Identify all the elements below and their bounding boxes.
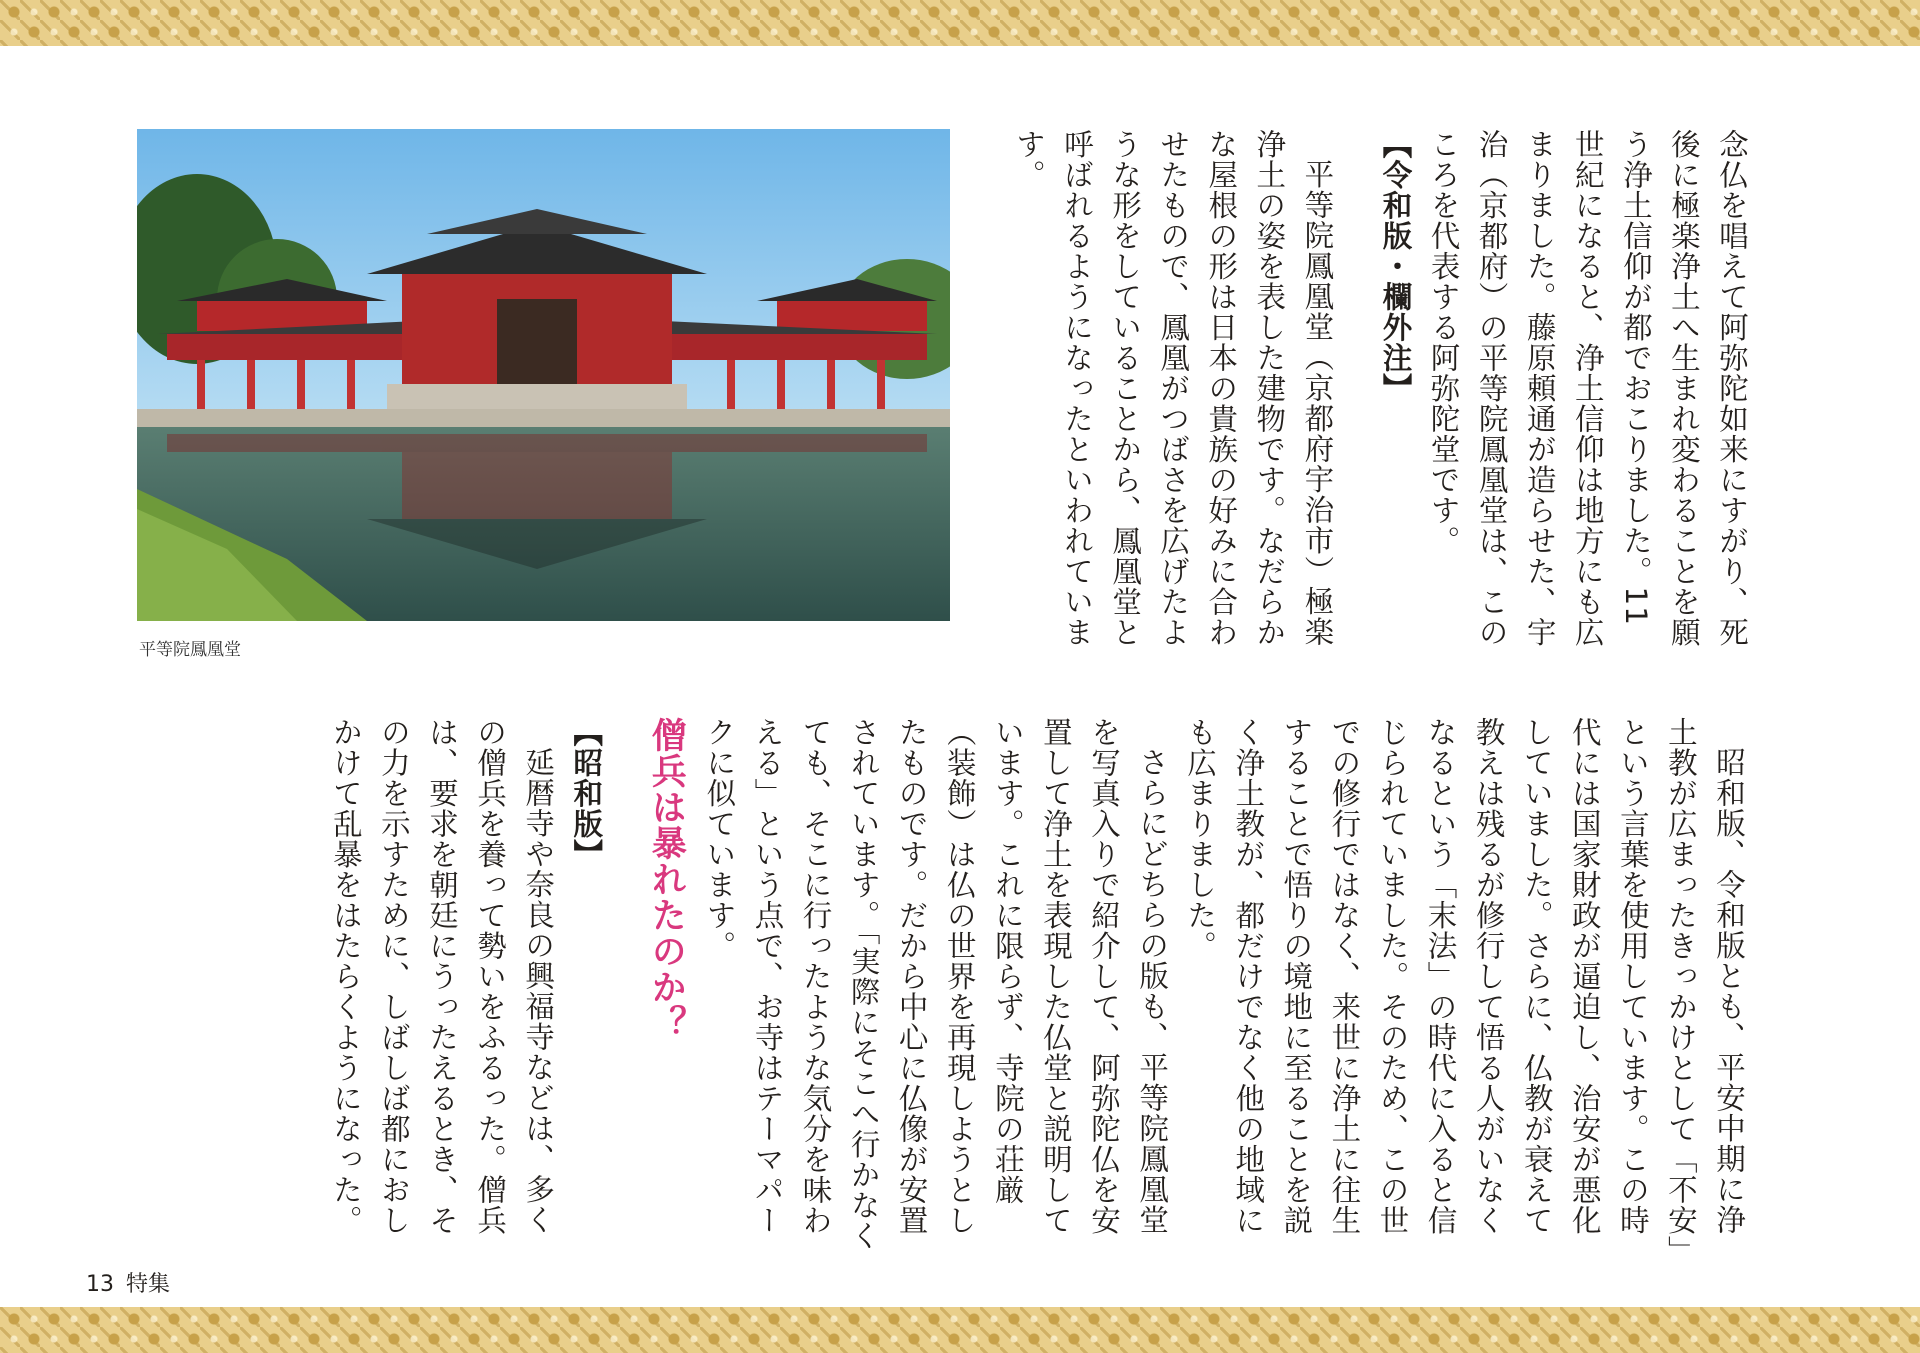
- decorative-top-border: [0, 0, 1920, 46]
- section-label: 特集: [126, 1272, 171, 1297]
- reiwa-note-text: 平等院鳳凰堂（京都府宇治市）極楽浄土の姿を表した建物です。なだらかな屋根の形は日本の貴族の好みに合わせたもので、鳳凰がつばさを広げたような形をしていることから、鳳凰堂と呼ばれるようになったといわれています。: [1011, 129, 1335, 648]
- decorative-bottom-border: [0, 1307, 1920, 1353]
- comparison-paragraph-2: さらにどちらの版も、平等院鳳凰堂を写真入りで紹介して、阿弥陀仏を安置して浄土を表現した仏堂と説明しています。これに限らず、寺院の荘厳（装飾）は仏の世界を再現しようとしたものです。だから中心に仏像が安置されています。「実際にそこへ行かなくても、そこに行ったような気分を味わえる」という点で、お寺はテーマパークに似ています。: [702, 717, 1170, 1252]
- intro-paragraph: 念仏を唱えて阿弥陀如来にすがり、死後に極楽浄土へ生まれ変わることを願う浄土信仰が都でおこりました。11世紀になると、浄土信仰は地方にも広まりました。藤原頼通が造らせた、宇治（京都府）の平等院鳳凰堂は、このころを代表する阿弥陀堂です。: [1426, 129, 1749, 648]
- top-text-column: [1008, 129, 1756, 649]
- photo-caption: 平等院鳳凰堂: [139, 640, 241, 660]
- comparison-paragraph-1: 昭和版、令和版とも、平安中期に浄土教が広まったきっかけとして「不安」という言葉を使用しています。この時代には国家財政が逼迫し、治安が悪化していました。さらに、仏教が衰えて教えは残るが修行して悟る人がいなくなるという「末法」の時代に入ると信じられていました。そのため、この世での修行ではなく、来世に浄土に往生することで悟りの境地に至ることを説く浄土教が、都だけでなく他の地域にも広まりました。: [1183, 717, 1746, 1252]
- showa-heading: 【昭和版】: [569, 717, 604, 870]
- section-title: 僧兵は暴れたのか？: [646, 717, 688, 1041]
- page-footer: [86, 1267, 170, 1298]
- reiwa-note-heading: 【令和版・欄外注】: [1378, 129, 1413, 404]
- bottom-text-column: [128, 717, 1753, 1257]
- byodoin-photo: [137, 129, 950, 621]
- page-number: 13: [86, 1272, 114, 1297]
- showa-text: 延暦寺や奈良の興福寺などは、多くの僧兵を養って勢いをふるった。僧兵は、要求を朝廷にうったえるとき、その力を示すために、しばしば都におしかけて乱暴をはたらくようになった。: [328, 717, 556, 1236]
